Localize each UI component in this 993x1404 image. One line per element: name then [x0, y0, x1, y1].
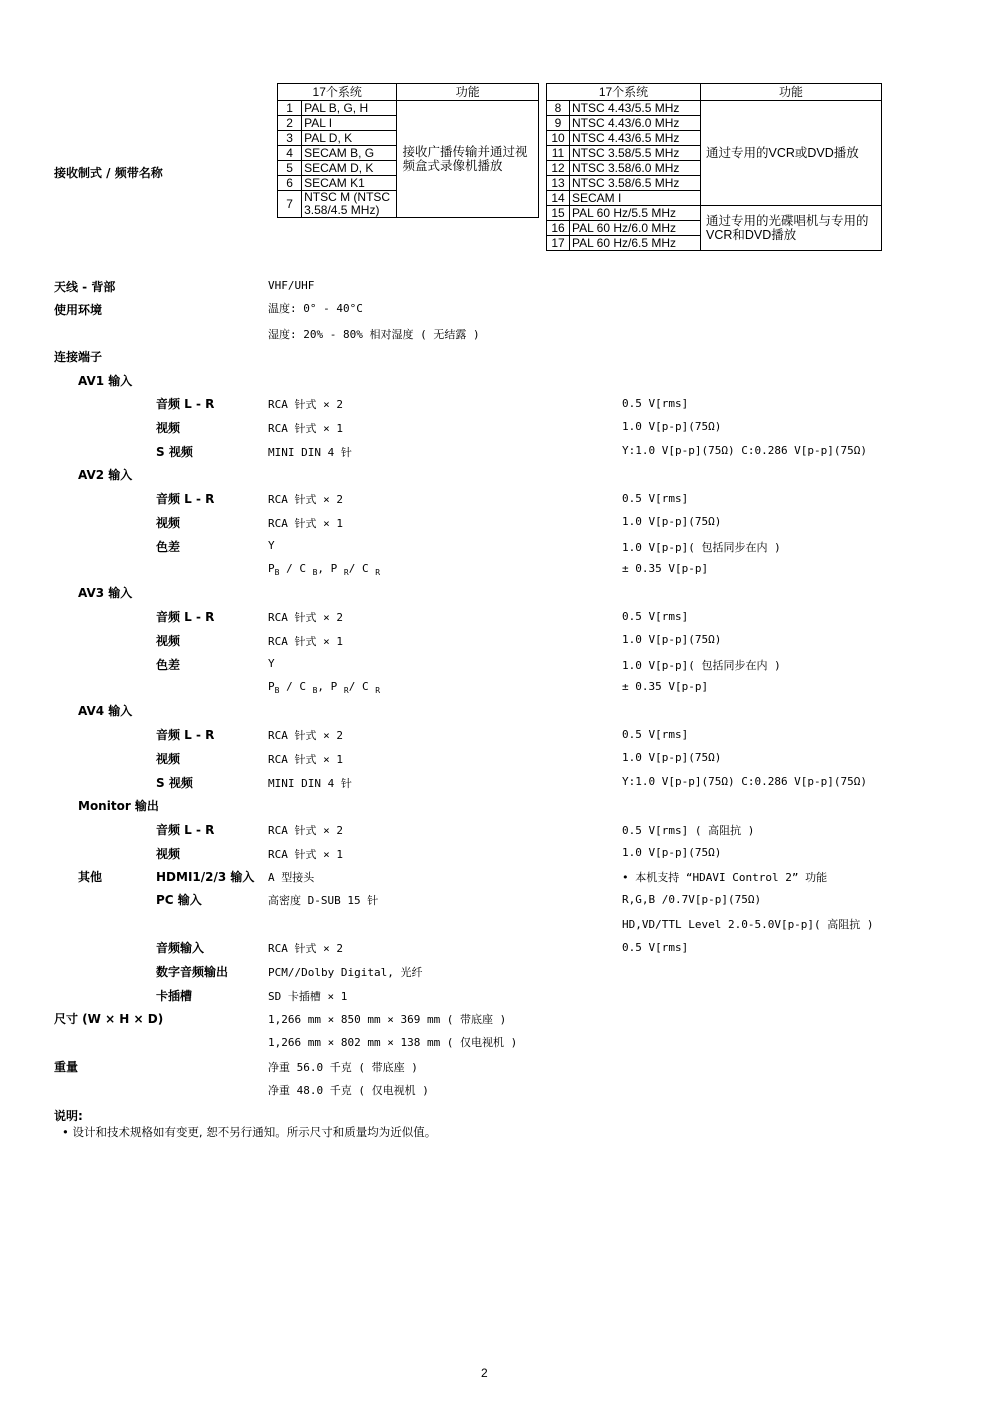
- reception-label: 接收制式 / 频带名称: [54, 166, 163, 180]
- spec-type: RCA 针式 × 1: [268, 753, 343, 766]
- table-row: 10 NTSC 4.43/6.5 MHz: [547, 131, 882, 146]
- spec-value: R,G,B /0.7V[p-p](75Ω): [622, 893, 762, 906]
- spec-value: ± 0.35 V[p-p]: [622, 680, 709, 693]
- spec-name: 音频 L - R: [156, 728, 215, 742]
- table-row: 11 NTSC 3.58/5.5 MHz: [547, 146, 882, 161]
- spec-type: RCA 针式 × 2: [268, 824, 343, 837]
- table-row: 6 SECAM K1: [278, 176, 539, 191]
- spec-name: 音频 L - R: [156, 823, 215, 837]
- antenna-label: 天线 - 背部: [54, 280, 116, 294]
- table-row: 2 PAL I: [278, 116, 539, 131]
- table-row: 9 NTSC 4.43/6.0 MHz: [547, 116, 882, 131]
- spec-type: RCA 针式 × 2: [268, 493, 343, 506]
- spec-type: RCA 针式 × 1: [268, 848, 343, 861]
- spec-value: HD,VD/TTL Level 2.0-5.0V[p-p]( 高阻抗 ): [622, 918, 874, 931]
- spec-value: Y:1.0 V[p-p](75Ω) C:0.286 V[p-p](75Ω): [622, 444, 868, 457]
- monitor-label: Monitor 输出: [78, 799, 159, 813]
- spec-value: 0.5 V[rms]: [622, 610, 689, 623]
- table-row: 15 PAL 60 Hz/5.5 MHz 通过专用的光碟唱机与专用的VCR和DVD播放: [547, 206, 882, 221]
- spec-value: 0.5 V[rms]: [622, 397, 689, 410]
- av1-label: AV1 输入: [78, 374, 133, 388]
- spec-value: 1.0 V[p-p](75Ω): [622, 751, 722, 764]
- pbpr-type: $P_B$ / C $_B$, P $_R$/ C $_R$: [268, 680, 381, 696]
- table-row: 7 NTSC M (NTSC 3.58/4.5 MHz): [278, 191, 539, 218]
- page-number: 2: [481, 1366, 488, 1380]
- spec-value: 1.0 V[p-p]( 包括同步在内 ): [622, 659, 781, 672]
- header-systems: 17个系统: [278, 84, 397, 101]
- table-row: 17 PAL 60 Hz/6.5 MHz: [547, 236, 882, 251]
- spec-type: MINI DIN 4 针: [268, 446, 352, 459]
- spec-name: S 视频: [156, 445, 193, 459]
- spec-name: 色差: [156, 540, 181, 554]
- weight-tv-only: 净重 48.0 千克 ( 仅电视机 ): [268, 1084, 429, 1097]
- header-function: 功能: [397, 84, 539, 101]
- table-row: 1 PAL B, G, H 接收广播传输并通过视频盒式录像机播放: [278, 101, 539, 116]
- environment-label: 使用环境: [54, 303, 103, 317]
- spec-value: 1.0 V[p-p](75Ω): [622, 420, 722, 433]
- function-cell-b: 通过专用的光碟唱机与专用的VCR和DVD播放: [701, 206, 882, 251]
- spec-type: Y: [268, 539, 275, 552]
- spec-value: 0.5 V[rms]: [622, 492, 689, 505]
- table-row: 5 SECAM D, K: [278, 161, 539, 176]
- table-row: 14 SECAM I: [547, 191, 882, 206]
- spec-value: 0.5 V[rms]: [622, 728, 689, 741]
- antenna-value: VHF/UHF: [268, 279, 315, 292]
- systems-table-1: [277, 83, 539, 218]
- table-row: 16 PAL 60 Hz/6.0 MHz: [547, 221, 882, 236]
- spec-name: PC 输入: [156, 893, 202, 907]
- spec-name: 视频: [156, 752, 181, 766]
- spec-value: Y:1.0 V[p-p](75Ω) C:0.286 V[p-p](75Ω): [622, 775, 868, 788]
- spec-type: MINI DIN 4 针: [268, 777, 352, 790]
- spec-value: 1.0 V[p-p](75Ω): [622, 846, 722, 859]
- pbpr-type: $P_B$ / C $_B$, P $_R$/ C $_R$: [268, 562, 381, 578]
- environment-temp: 温度: 0° - 40°C: [268, 302, 363, 315]
- weight-label: 重量: [54, 1060, 79, 1074]
- function-cell-a: 通过专用的VCR或DVD播放: [701, 101, 882, 206]
- av4-label: AV4 输入: [78, 704, 133, 718]
- spec-value: 1.0 V[p-p]( 包括同步在内 ): [622, 541, 781, 554]
- spec-type: RCA 针式 × 1: [268, 635, 343, 648]
- spec-name: 音频 L - R: [156, 610, 215, 624]
- table-row: 8 NTSC 4.43/5.5 MHz 通过专用的VCR或DVD播放: [547, 101, 882, 116]
- spec-value: 1.0 V[p-p](75Ω): [622, 515, 722, 528]
- table-row: 3 PAL D, K: [278, 131, 539, 146]
- dimensions-label: 尺寸 (W × H × D): [54, 1012, 164, 1026]
- header-function: 功能: [701, 84, 882, 101]
- spec-type: A 型接头: [268, 871, 315, 884]
- spec-value: ± 0.35 V[p-p]: [622, 562, 709, 575]
- spec-name: 音频 L - R: [156, 492, 215, 506]
- table-row: 12 NTSC 3.58/6.0 MHz: [547, 161, 882, 176]
- spec-name: 视频: [156, 634, 181, 648]
- spec-type: SD 卡插槽 × 1: [268, 990, 348, 1003]
- spec-value: 0.5 V[rms]: [622, 941, 689, 954]
- spec-name: HDMI1/2/3 输入: [156, 870, 255, 884]
- av3-label: AV3 输入: [78, 586, 133, 600]
- table-row: 4 SECAM B, G: [278, 146, 539, 161]
- note-label: 说明:: [54, 1109, 83, 1123]
- spec-type: Y: [268, 657, 275, 670]
- spec-name: 音频输入: [156, 941, 205, 955]
- spec-name: 视频: [156, 516, 181, 530]
- weight-with-stand: 净重 56.0 千克 ( 带底座 ): [268, 1061, 418, 1074]
- spec-type: RCA 针式 × 2: [268, 398, 343, 411]
- spec-name: 卡插槽: [156, 989, 193, 1003]
- spec-type: RCA 针式 × 2: [268, 729, 343, 742]
- dimensions-tv-only: 1,266 mm × 802 mm × 138 mm ( 仅电视机 ): [268, 1036, 518, 1049]
- spec-name: 视频: [156, 421, 181, 435]
- spec-type: RCA 针式 × 2: [268, 611, 343, 624]
- spec-type: RCA 针式 × 2: [268, 942, 343, 955]
- dimensions-with-stand: 1,266 mm × 850 mm × 369 mm ( 带底座 ): [268, 1013, 507, 1026]
- note-text: • 设计和技术规格如有变更, 恕不另行通知。所示尺寸和质量均为近似值。: [62, 1125, 437, 1139]
- table-row: 13 NTSC 3.58/6.5 MHz: [547, 176, 882, 191]
- spec-value: • 本机支持 “HDAVI Control 2” 功能: [622, 871, 828, 884]
- environment-humidity: 湿度: 20% - 80% 相对湿度 ( 无结露 ): [268, 328, 480, 341]
- header-systems: 17个系统: [547, 84, 701, 101]
- spec-value: 1.0 V[p-p](75Ω): [622, 633, 722, 646]
- spec-name: 数字音频输出: [156, 965, 229, 979]
- other-label: 其他: [78, 870, 103, 884]
- spec-name: 色差: [156, 658, 181, 672]
- function-cell: 接收广播传输并通过视频盒式录像机播放: [397, 101, 539, 218]
- spec-type: PCM//Dolby Digital, 光纤: [268, 966, 423, 979]
- av2-label: AV2 输入: [78, 468, 133, 482]
- systems-table-2: [546, 83, 882, 251]
- spec-type: RCA 针式 × 1: [268, 517, 343, 530]
- spec-type: 高密度 D-SUB 15 针: [268, 894, 379, 907]
- spec-name: 音频 L - R: [156, 397, 215, 411]
- spec-name: 视频: [156, 847, 181, 861]
- spec-name: S 视频: [156, 776, 193, 790]
- spec-value: 0.5 V[rms] ( 高阻抗 ): [622, 824, 755, 837]
- spec-type: RCA 针式 × 1: [268, 422, 343, 435]
- terminals-label: 连接端子: [54, 350, 103, 364]
